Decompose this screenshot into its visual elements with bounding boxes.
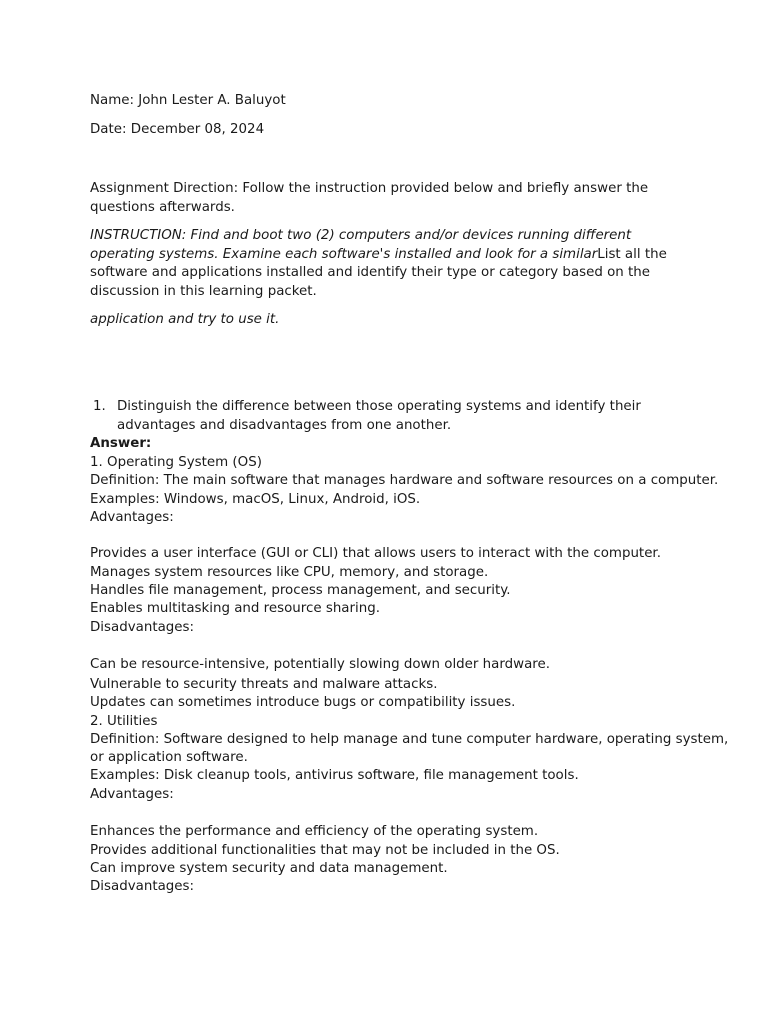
instruction-normal: List all the software and applications installed and identify their type or category based on the discussion in this learning packet. <box>90 246 667 299</box>
instruction-paragraph <box>90 227 670 301</box>
assignment-direction: Assignment Direction: Follow the instruction provided below and briefly answer the questions afterwards. <box>90 181 649 215</box>
answer-label: Answer: <box>90 436 152 451</box>
question-text: Distinguish the difference between those operating systems and identify their advantages and disadvantages from one another. <box>117 399 641 433</box>
answer-line: 2. Utilities <box>90 714 158 729</box>
answer-line: Provides a user interface (GUI or CLI) that allows users to interact with the computer. <box>90 546 661 561</box>
question-number: 1. <box>93 399 106 414</box>
answer-line: Definition: The main software that manages hardware and software resources on a computer. <box>90 473 719 488</box>
answer-line: Disadvantages: <box>90 620 195 635</box>
instruction-continuation: application and try to use it. <box>90 312 280 327</box>
answer-line: Enhances the performance and efficiency of the operating system. <box>90 824 539 839</box>
answer-line: Examples: Disk cleanup tools, antivirus software, file management tools. <box>90 768 579 783</box>
answer-line: Enables multitasking and resource sharing. <box>90 601 380 616</box>
answer-line: or application software. <box>90 750 248 765</box>
answer-line: Updates can sometimes introduce bugs or compatibility issues. <box>90 695 516 710</box>
answer-line: Disadvantages: <box>90 879 195 894</box>
answer-line: Provides additional functionalities that may not be included in the OS. <box>90 843 560 858</box>
answer-line: Can be resource-intensive, potentially slowing down older hardware. <box>90 657 550 672</box>
answer-line: Definition: Software designed to help manage and tune computer hardware, operating system, <box>90 732 729 747</box>
answer-line: Examples: Windows, macOS, Linux, Android, iOS. <box>90 492 421 507</box>
answer-line: Advantages: <box>90 510 174 525</box>
name-line: Name: John Lester A. Baluyot <box>90 93 286 108</box>
answer-line: Can improve system security and data management. <box>90 861 448 876</box>
instruction-italic: INSTRUCTION: Find and boot two (2) computers and/or devices running different operating systems. Examine each software's installed and look for a similar <box>90 228 632 262</box>
answer-line: Handles file management, process management, and security. <box>90 583 511 598</box>
answer-line: Manages system resources like CPU, memory, and storage. <box>90 565 489 580</box>
answer-line: Vulnerable to security threats and malware attacks. <box>90 677 438 692</box>
answer-line: Advantages: <box>90 787 174 802</box>
date-line: Date: December 08, 2024 <box>90 122 265 137</box>
answer-line: 1. Operating System (OS) <box>90 455 262 470</box>
